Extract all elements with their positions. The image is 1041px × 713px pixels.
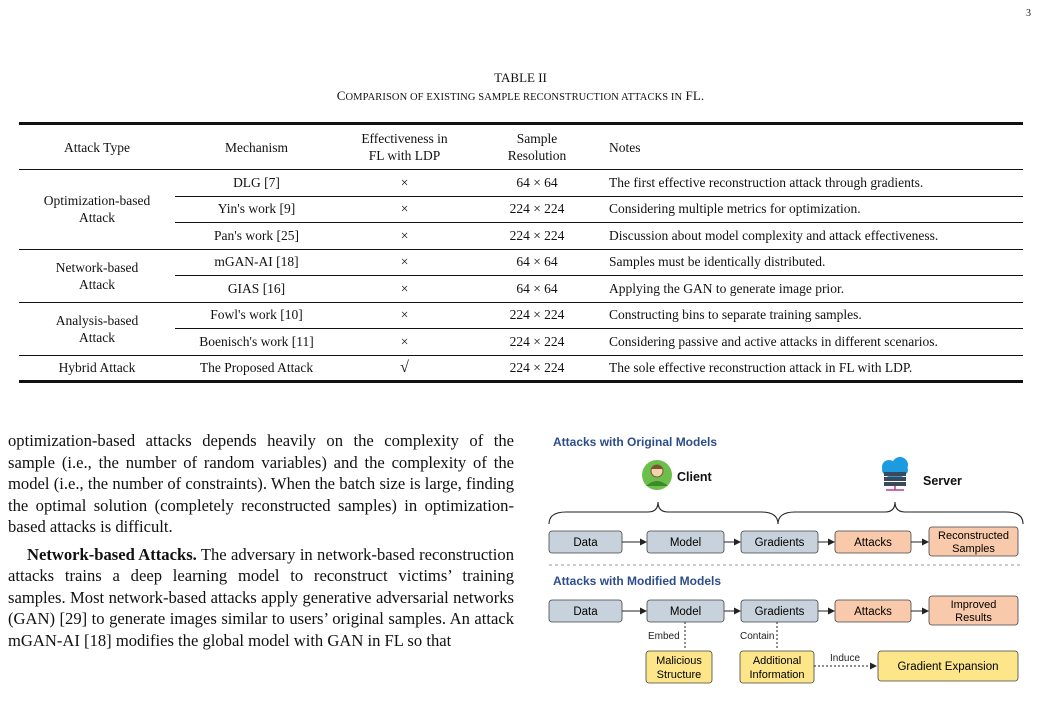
- additional-line2: Information: [749, 669, 805, 681]
- table-caption-title: [0, 88, 1041, 104]
- cell-effective: ×: [338, 223, 471, 250]
- cell-notes: Applying the GAN to generate image prior.: [603, 276, 1023, 303]
- section2-title: Attacks with Modified Models: [553, 574, 722, 588]
- cell-effective: ×: [338, 196, 471, 223]
- flow1-data-label: Data: [573, 537, 598, 549]
- header-attack-type: Attack Type: [19, 124, 175, 170]
- comparison-table: [19, 122, 1023, 383]
- cell-effective: ×: [338, 302, 471, 329]
- table-row: [19, 170, 1023, 197]
- cell-effective: √: [338, 355, 471, 382]
- flow2-result-line1: Improved: [950, 599, 997, 611]
- flow1-result-line1: Reconstructed: [938, 530, 1009, 542]
- page-number: 3: [1026, 8, 1031, 19]
- cell-effective: ×: [338, 276, 471, 303]
- caption-initial: C: [336, 88, 346, 103]
- table-caption-label: TABLE II: [494, 70, 547, 85]
- header-effectiveness-line1: Effectiveness in: [361, 131, 448, 146]
- paragraph-network: [8, 544, 514, 652]
- group-label-line1: Analysis-based: [55, 312, 139, 328]
- cell-notes: The first effective reconstruction attack through gradients.: [603, 170, 1023, 197]
- header-resolution: [471, 124, 603, 170]
- cell-resolution: 64 × 64: [471, 249, 603, 276]
- table-header-row: [19, 124, 1023, 170]
- induce-label: Induce: [830, 653, 861, 664]
- cell-mechanism: GIAS [16]: [175, 276, 338, 303]
- group-label-line2: Attack: [79, 329, 115, 345]
- header-effectiveness-line2: FL with LDP: [368, 148, 441, 163]
- cell-resolution: 224 × 224: [471, 302, 603, 329]
- paragraph-optimization: optimization-based attacks depends heavily on the complexity of the sample (i.e., the number of random variables) and the complexity of the model (i.e., the number of constraints). When the batch size is large, finding the optimal solution (completely reconstructed samples) in optimization-based attacks is difficult.: [8, 431, 514, 536]
- table-row: [19, 249, 1023, 276]
- malicious-line1: Malicious: [656, 655, 702, 667]
- paragraph-body: The adversary in network-based reconstruction attacks trains a deep learning model to reconstruct victims’ training samples. Most network-based attacks apply generative adversarial networks (GAN) [29] to generate images similar to users’ original samples. An attack mGAN-AI [18] modifies the global model with GAN in FL so that: [8, 544, 514, 650]
- embed-label: Embed: [648, 631, 680, 642]
- cell-mechanism: The Proposed Attack: [175, 355, 338, 382]
- cell-notes: The sole effective reconstruction attack in FL with LDP.: [603, 355, 1023, 382]
- client-label: Client: [677, 470, 712, 484]
- client-brace: [549, 502, 778, 524]
- cell-resolution: 64 × 64: [471, 170, 603, 197]
- paragraph-heading: Network-based Attacks.: [27, 544, 197, 564]
- cell-mechanism: Pan's work [25]: [175, 223, 338, 250]
- flow2-data-label: Data: [573, 606, 598, 618]
- client-icon: [642, 460, 672, 490]
- cell-resolution: 64 × 64: [471, 276, 603, 303]
- flow2-gradients-label: Gradients: [754, 606, 805, 618]
- group-label-line2: Attack: [79, 276, 115, 292]
- cell-mechanism: Yin's work [9]: [175, 196, 338, 223]
- header-effectiveness: [338, 124, 471, 170]
- additional-line1: Additional: [752, 655, 802, 667]
- attack-flow-figure: [536, 428, 1036, 698]
- flow2-model-label: Model: [669, 606, 702, 618]
- cell-mechanism: mGAN-AI [18]: [175, 249, 338, 276]
- flow1-gradients-label: Gradients: [754, 537, 805, 549]
- server-brace: [778, 502, 1023, 524]
- flow1-attacks-label: Attacks: [854, 537, 892, 549]
- cell-mechanism: DLG [7]: [175, 170, 338, 197]
- contain-label: Contain: [740, 631, 775, 642]
- cell-mechanism: Fowl's work [10]: [175, 302, 338, 329]
- cell-effective: ×: [338, 329, 471, 356]
- group-network: [19, 249, 175, 302]
- header-resolution-line1: Sample: [516, 131, 558, 146]
- cell-notes: Samples must be identically distributed.: [603, 249, 1023, 276]
- cell-notes: Discussion about model complexity and attack effectiveness.: [603, 223, 1023, 250]
- cell-resolution: 224 × 224: [471, 355, 603, 382]
- group-optimization: [19, 170, 175, 250]
- cell-notes: Constructing bins to separate training samples.: [603, 302, 1023, 329]
- group-label-line1: Optimization-based: [43, 193, 151, 209]
- group-label-line1: Network-based: [55, 259, 139, 275]
- cell-notes: Considering multiple metrics for optimization.: [603, 196, 1023, 223]
- cell-mechanism: Boenisch's work [11]: [175, 329, 338, 356]
- body-text-column: [8, 430, 514, 651]
- flow2-attacks-label: Attacks: [854, 606, 892, 618]
- header-resolution-line2: Resolution: [507, 148, 567, 163]
- caption-smallcaps: OMPARISON OF EXISTING SAMPLE RECONSTRUCTION ATTACKS IN: [345, 92, 683, 103]
- table-row: [19, 302, 1023, 329]
- server-label: Server: [923, 474, 962, 488]
- flow2-result-line2: Results: [955, 612, 992, 624]
- cell-effective: ×: [338, 249, 471, 276]
- header-mechanism: Mechanism: [175, 124, 338, 170]
- server-icon: [882, 457, 908, 490]
- section1-title: Attacks with Original Models: [553, 435, 718, 449]
- header-notes: Notes: [603, 124, 1023, 170]
- flow1-model-label: Model: [669, 537, 702, 549]
- cell-notes: Considering passive and active attacks in different scenarios.: [603, 329, 1023, 356]
- group-hybrid: Hybrid Attack: [19, 355, 175, 382]
- malicious-line2: Structure: [656, 669, 702, 681]
- group-label-line2: Attack: [79, 210, 115, 226]
- flow1-result-line2: Samples: [952, 543, 995, 555]
- cell-resolution: 224 × 224: [471, 223, 603, 250]
- group-analysis: [19, 302, 175, 355]
- cell-effective: ×: [338, 170, 471, 197]
- gradient-expansion-label: Gradient Expansion: [897, 661, 999, 673]
- cell-resolution: 224 × 224: [471, 329, 603, 356]
- table-row: [19, 355, 1023, 382]
- caption-end: FL.: [682, 88, 705, 103]
- cell-resolution: 224 × 224: [471, 196, 603, 223]
